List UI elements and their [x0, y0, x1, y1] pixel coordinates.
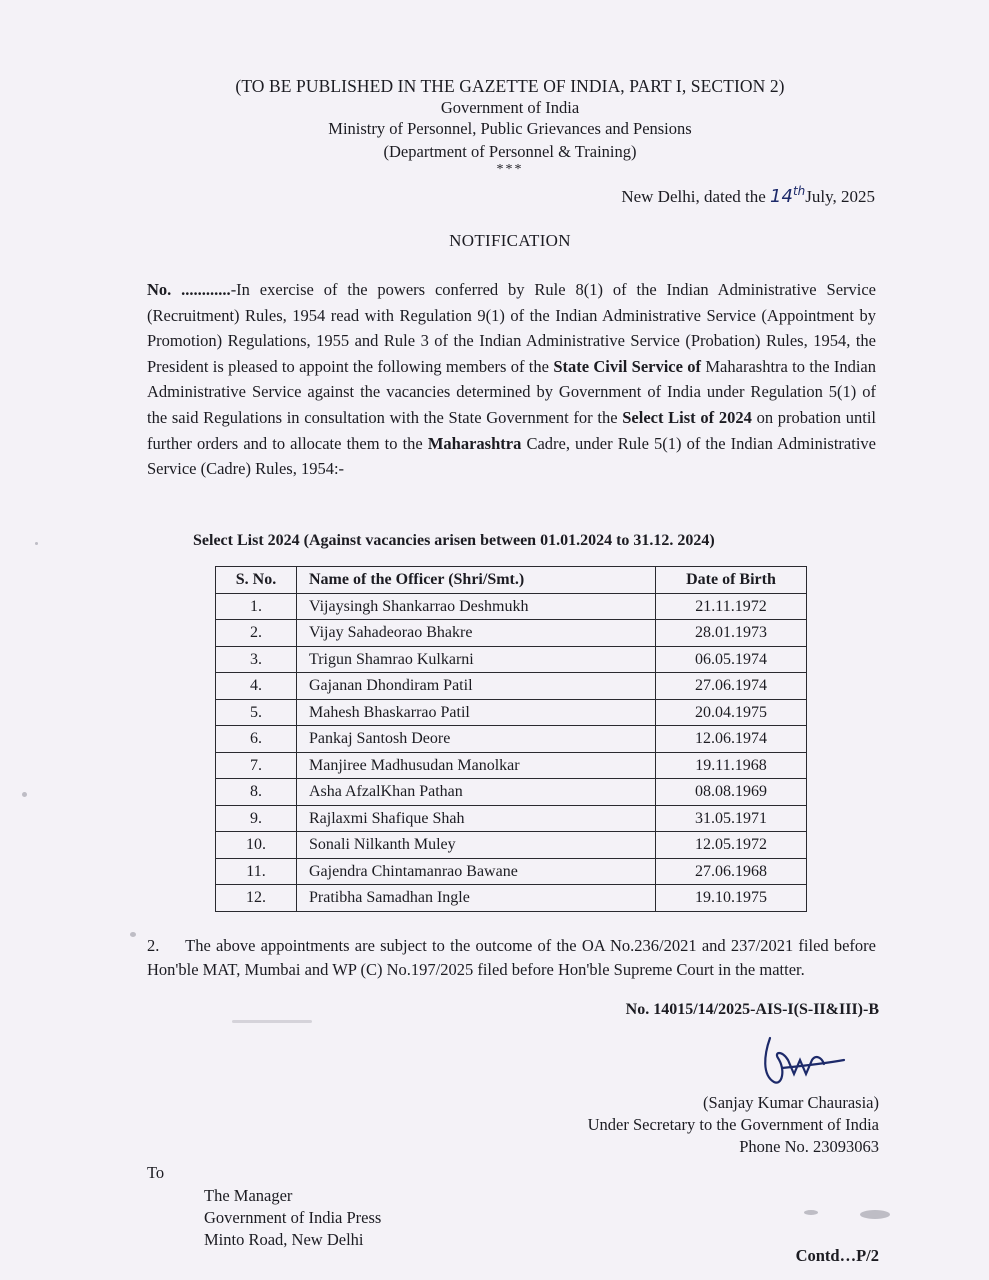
scan-speck: [130, 932, 136, 937]
dateline-suffix: July, 2025: [805, 187, 875, 206]
table-caption: Select List 2024 (Against vacancies arisen between 01.01.2024 to 31.12. 2024): [193, 532, 715, 549]
cell-dob: 28.01.1973: [656, 620, 807, 647]
cell-name: Rajlaxmi Shafique Shah: [297, 805, 656, 832]
cell-name: Asha AfzalKhan Pathan: [297, 779, 656, 806]
table-row: [216, 646, 807, 673]
cell-name: Sonali Nilkanth Muley: [297, 832, 656, 859]
addressee-line: Minto Road, New Delhi: [204, 1230, 364, 1249]
scan-speck: [22, 792, 27, 797]
cell-dob: 06.05.1974: [656, 646, 807, 673]
cell-dob: 21.11.1972: [656, 593, 807, 620]
table-row: [216, 752, 807, 779]
cell-sno: 9.: [216, 805, 297, 832]
cell-dob: 19.10.1975: [656, 885, 807, 912]
cell-sno: 10.: [216, 832, 297, 859]
department-line: (Department of Personnel & Training): [383, 142, 637, 161]
table-row: [216, 593, 807, 620]
table-row: [216, 885, 807, 912]
government-line: Government of India: [440, 98, 580, 117]
header-name: Name of the Officer (Shri/Smt.): [297, 567, 656, 594]
table-row: [216, 726, 807, 753]
header-dob: Date of Birth: [656, 567, 807, 594]
cell-dob: 27.06.1968: [656, 858, 807, 885]
to-label: To: [147, 1163, 165, 1182]
cell-sno: 4.: [216, 673, 297, 700]
addressee-line: The Manager: [204, 1186, 293, 1205]
notification-paragraph-1: No. ............-In exercise of the powers conferred by Rule 8(1) of the Indian Administrative Service (Recruitment) Rules, 1954 read with Regulation 9(1) of the Indian Administrative Service (Appointment by Promotion) Regulations, 1955 and Rule 3 of the Indian Administrative Service (Probation) Rules, 1954, the President is pleased to appoint the following members of the State Civil Service of Maharashtra to the Indian Administrative Service against the vacancies determined by Government of India under Regulation 5(1) of the said Regulations in consultation with the State Government for the Select List of 2024 on probation until further orders and to allocate them to the Maharashtra Cadre, under Rule 5(1) of the Indian Administrative Service (Cadre) Rules, 1954:-: [147, 280, 877, 479]
cell-dob: 31.05.1971: [656, 805, 807, 832]
table-row: [216, 805, 807, 832]
signatory-block: [588, 1092, 879, 1158]
cell-sno: 2.: [216, 620, 297, 647]
cell-sno: 6.: [216, 726, 297, 753]
table-row: [216, 832, 807, 859]
signatory-designation: Under Secretary to the Government of India: [587, 1115, 879, 1134]
notification-paragraph-2: 2. The above appointments are subject to the outcome of the OA No.236/2021 and 237/2021 filed before Hon'ble MAT, Mumbai and WP (C) No.197/2025 filed before Hon'ble Supreme Court in the matter.: [147, 936, 881, 979]
cell-dob: 27.06.1974: [656, 673, 807, 700]
table-row: [216, 620, 807, 647]
separator-stars: ***: [496, 162, 524, 177]
cell-sno: 8.: [216, 779, 297, 806]
cell-dob: 19.11.1968: [656, 752, 807, 779]
cell-name: Vijaysingh Shankarrao Deshmukh: [297, 593, 656, 620]
cell-sno: 3.: [216, 646, 297, 673]
reference-number: No. 14015/14/2025-AIS-I(S-II&III)-B: [625, 1001, 879, 1018]
scan-speck: [35, 542, 38, 545]
notification-number: No. ............: [147, 280, 231, 299]
cell-dob: 20.04.1975: [656, 699, 807, 726]
addressee-block: [204, 1185, 381, 1251]
cell-name: Gajanan Dhondiram Patil: [297, 673, 656, 700]
officers-table: [215, 566, 807, 912]
handwritten-signature: [752, 1030, 852, 1090]
cell-name: Pratibha Samadhan Ingle: [297, 885, 656, 912]
addressee-line: Government of India Press: [204, 1208, 382, 1227]
cell-sno: 7.: [216, 752, 297, 779]
gazette-line: (TO BE PUBLISHED IN THE GAZETTE OF INDIA, PART I, SECTION 2): [235, 76, 785, 96]
dateline: [621, 184, 875, 207]
table-row: [216, 673, 807, 700]
cell-sno: 11.: [216, 858, 297, 885]
signatory-name: (Sanjay Kumar Chaurasia): [703, 1093, 879, 1112]
cell-name: Vijay Sahadeorao Bhakre: [297, 620, 656, 647]
cell-dob: 08.08.1969: [656, 779, 807, 806]
dateline-prefix: New Delhi, dated the: [621, 187, 771, 206]
cell-name: Manjiree Madhusudan Manolkar: [297, 752, 656, 779]
scan-speck: [804, 1210, 818, 1215]
header-sno: S. No.: [216, 567, 297, 594]
cell-name: Mahesh Bhaskarrao Patil: [297, 699, 656, 726]
table-row: [216, 858, 807, 885]
notification-title: NOTIFICATION: [449, 231, 571, 250]
cell-sno: 12.: [216, 885, 297, 912]
ministry-line: Ministry of Personnel, Public Grievances and Pensions: [328, 119, 692, 138]
continued-marker: Contd…P/2: [795, 1246, 879, 1265]
cell-name: Gajendra Chintamanrao Bawane: [297, 858, 656, 885]
handwritten-day: 14th: [770, 184, 806, 207]
cell-name: Pankaj Santosh Deore: [297, 726, 656, 753]
cell-sno: 1.: [216, 593, 297, 620]
table-row: [216, 779, 807, 806]
scan-speck: [232, 1020, 312, 1023]
table-row: [216, 699, 807, 726]
cell-name: Trigun Shamrao Kulkarni: [297, 646, 656, 673]
cell-sno: 5.: [216, 699, 297, 726]
signatory-phone: Phone No. 23093063: [739, 1137, 879, 1156]
cell-dob: 12.06.1974: [656, 726, 807, 753]
table-header-row: [216, 567, 807, 594]
cell-dob: 12.05.1972: [656, 832, 807, 859]
scan-speck: [860, 1210, 890, 1219]
